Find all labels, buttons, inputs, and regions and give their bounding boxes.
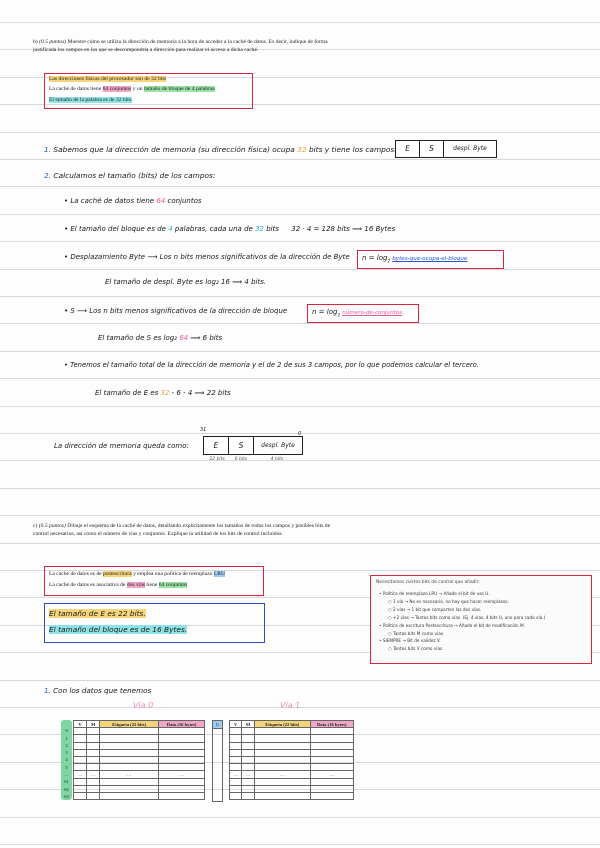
cache-cell: … <box>230 771 242 778</box>
cache-row <box>230 792 354 799</box>
text: bits <box>266 225 279 233</box>
formula-sets: $n = \log_2$ número-de-conjuntos <box>312 308 403 318</box>
size-e: 22 bits <box>209 457 225 462</box>
cache-cell <box>254 749 310 756</box>
summary-tag-size: El tamaño de E es 22 bits. <box>49 609 146 618</box>
cache-row <box>230 778 354 785</box>
final-field-despl: despl. Byte <box>261 442 295 449</box>
highlight-4: 4 <box>168 225 173 233</box>
cache-row <box>74 792 205 799</box>
block-size-calc: 32 · 4 = 128 bits ⟹ 16 Bytes <box>291 225 396 233</box>
text: Tantos bits V como vías. <box>393 646 444 652</box>
bullet-tag-field: • Tenemos el tamaño total de la dirección de memoria y el de 2 de sus 3 campos, por lo que podemos calcular el tercero. <box>64 361 479 369</box>
cache-cell <box>242 735 254 742</box>
note-item: • Política de escritura Postescritura → Añade el bit de modificación M. <box>379 622 525 628</box>
notebook-rule <box>0 406 600 407</box>
question-b-points: (0.5 puntos) <box>39 39 67 45</box>
notebook-rule <box>0 22 600 23</box>
cache-cell <box>310 756 353 763</box>
cache-row <box>230 785 354 792</box>
text: 2 vías → 1 bit que comparten las dos vías. <box>393 606 482 612</box>
cache-header-cell: Etiqueta (22 bits) <box>254 721 310 728</box>
cache-cell <box>87 764 100 771</box>
cache-cell <box>87 735 100 742</box>
field-despl: despl. Byte <box>453 145 487 152</box>
cache-cell <box>100 742 159 749</box>
cache-row <box>230 756 354 763</box>
sets-highlight: 64 conjuntos <box>102 86 132 92</box>
question-b-text: Muestre cómo se utiliza la dirección de memoria a la hora de acceder a la caché de datos. Es decir, indique de forma justificada los campos en los que se descompondría a dirección para realizar el acceso a dicha caché. <box>33 39 328 53</box>
cache-cell <box>74 728 87 735</box>
question-c-points: (0.5 puntos) <box>38 523 66 529</box>
formula-offset: $n = \log_2$ bytes-que-ocupa-el-bloque <box>362 254 468 264</box>
set-index: 4 <box>65 757 68 763</box>
cache-cell <box>230 735 242 742</box>
cache-row <box>230 735 354 742</box>
cache-cell <box>87 756 100 763</box>
cache-cell <box>159 792 205 799</box>
writeback-highlight: postescritura <box>103 571 132 577</box>
text: palabras, cada una de <box>174 225 253 233</box>
cache-cell <box>74 792 87 799</box>
text: • La caché de datos tiene <box>64 197 155 205</box>
cache-row <box>74 742 205 749</box>
cache-cell <box>310 792 353 799</box>
cache-cell <box>87 792 100 799</box>
size-despl: 4 bits <box>270 457 284 462</box>
lru-bit-header: U <box>212 720 223 729</box>
text: SIEMPRE → Bit de validez V. <box>382 638 441 644</box>
field-s: S <box>420 141 444 157</box>
text: y emplea una política de reemplazo <box>133 571 213 577</box>
notes-title: Necesitamos ciertos bits de control que añadir: <box>376 580 480 585</box>
step-number: 2. <box>44 171 52 180</box>
text: - 6 - 4 ⟹ 22 bits <box>171 389 231 397</box>
text: Sabemos que la dirección de memoria (su dirección física) ocupa <box>53 145 295 154</box>
cache-cell <box>230 764 242 771</box>
notebook-rule <box>0 323 600 324</box>
bit-0-label: 0 <box>298 431 302 437</box>
notebook-rule <box>0 186 600 187</box>
notebook-rule <box>0 269 600 270</box>
set-index: … <box>64 772 69 778</box>
highlight-64: 64 <box>179 334 189 342</box>
cache-cell <box>254 778 310 785</box>
cache-cell <box>87 728 100 735</box>
highlight-32: 32 <box>160 389 170 397</box>
text: Calculamos el tamaño (bits) de los campos: <box>53 171 216 180</box>
set-result <box>98 334 222 342</box>
notebook-rule <box>0 817 600 818</box>
bullet-set-field: • S ⟶ Los n bits menos significativos de la dirección de bloque <box>64 307 288 315</box>
note-subitem: ○ 1 vía → No es necesario, no hay que hacer reemplazos. <box>388 598 509 604</box>
text: ⟹ 6 bits <box>190 334 223 342</box>
notebook-rule <box>0 132 600 133</box>
note-subitem: ○ +2 vías → Tantos bits como vías. (Ej. 4 vías, 4 bits U, uno para cada vía.) <box>388 614 546 620</box>
cache-cell <box>242 728 254 735</box>
note-subitem: ○ Tantos bits V como vías. <box>388 646 444 652</box>
set-index: 62 <box>64 786 69 792</box>
text: Con los datos que tenemos <box>53 686 152 695</box>
cache-cell <box>242 764 254 771</box>
cache-header-cell: Dato (16 bytes) <box>310 721 353 728</box>
highlight-64: 64 <box>156 197 166 205</box>
summary-block-size: El tamaño del bloque es de 16 Bytes. <box>49 625 188 634</box>
cache-cell <box>74 785 87 792</box>
notebook-rule <box>0 515 600 516</box>
given-data-box-b <box>44 73 253 109</box>
cache-cell <box>159 764 205 771</box>
final-field-s: S <box>229 437 254 454</box>
formula-sets-box <box>307 304 419 323</box>
cache-cell: … <box>74 771 87 778</box>
note-subitem: ○ Tantos bits M como vías. <box>388 630 445 636</box>
cache-cell: … <box>100 771 159 778</box>
bullet-block-size <box>64 225 395 233</box>
given-word-size: El tamaño de la palabra es de 32 bits. <box>49 97 133 103</box>
cache-cell <box>310 749 353 756</box>
note-subitem: ○ 2 vías → 1 bit que comparten las dos vías. <box>388 606 482 612</box>
cache-cell <box>254 785 310 792</box>
question-b <box>33 38 343 54</box>
control-bits-notes <box>370 575 592 664</box>
cache-cell <box>310 764 353 771</box>
step-number: 1. <box>44 686 51 695</box>
way-0-label: Vía 0 <box>133 701 154 710</box>
cache-cell <box>74 778 87 785</box>
cache-row <box>74 771 205 778</box>
cache-cell <box>230 728 242 735</box>
highlight-32: 32 <box>297 145 307 154</box>
given-data-box-c <box>44 566 264 596</box>
cache-way-1 <box>229 720 354 800</box>
bit-31-label: 31 <box>200 427 207 433</box>
notebook-rule <box>0 241 600 242</box>
cache-row <box>74 764 205 771</box>
text: La caché de datos es asociativa de <box>49 582 126 588</box>
text: Política de escritura Postescritura → Añade el bit de modificación M. <box>382 622 525 628</box>
question-c-label: c) <box>33 523 38 529</box>
cache-row <box>74 749 205 756</box>
set-index: 1 <box>65 735 68 741</box>
cache-row <box>74 756 205 763</box>
cache-cell <box>159 735 205 742</box>
cache-cell <box>74 764 87 771</box>
cache-cell <box>242 742 254 749</box>
notebook-rule <box>0 543 600 544</box>
bullet-offset <box>64 253 350 261</box>
cache-cell <box>254 764 310 771</box>
cache-cell <box>100 735 159 742</box>
cache-cell <box>74 749 87 756</box>
offset-result: El tamaño de despl. Byte es log₂ 16 ⟹ 4 bits. <box>105 278 267 286</box>
cache-cell: … <box>87 771 100 778</box>
cache-cell <box>254 792 310 799</box>
cache-cell <box>100 756 159 763</box>
cache-cell <box>87 785 100 792</box>
size-s: 6 bits <box>234 457 248 462</box>
text: • Desplazamiento <box>64 253 127 261</box>
cache-cell <box>74 742 87 749</box>
lru-highlight: LRU <box>213 571 226 577</box>
notebook-rule <box>0 159 600 160</box>
cache-cell <box>159 756 205 763</box>
cache-cell <box>310 778 353 785</box>
way-1-label: Vía 1 <box>280 701 301 710</box>
cache-cell <box>87 749 100 756</box>
note-item: • Política de reemplazo LRU → Añade el bit de uso U. <box>379 591 490 596</box>
notebook-rule <box>0 378 600 379</box>
cache-way-0 <box>73 720 205 800</box>
notebook-rule <box>0 214 600 215</box>
cache-cell <box>159 778 205 785</box>
final-field-e: E <box>204 437 229 454</box>
set-index: 63 <box>64 793 69 799</box>
formula-offset-box <box>357 250 504 269</box>
set-index-column <box>61 720 72 800</box>
cache-row <box>74 728 205 735</box>
text: La caché de datos es de <box>49 571 102 577</box>
cache-cell <box>100 792 159 799</box>
cache-cell <box>230 785 242 792</box>
cache-cell: … <box>159 771 205 778</box>
text: Política de reemplazo LRU → Añade el bit de uso U. <box>382 591 490 596</box>
cache-cell: … <box>254 771 310 778</box>
highlight-32: 32 <box>255 225 264 233</box>
note-item: • SIEMPRE → Bit de validez V. <box>379 638 441 644</box>
text: • El tamaño del bloque es de <box>64 225 166 233</box>
cache-cell <box>230 742 242 749</box>
step-1 <box>44 145 397 154</box>
cache-cell <box>310 742 353 749</box>
text: conjuntos <box>167 197 202 205</box>
cache-row <box>74 778 205 785</box>
cache-header-cell: M <box>242 721 254 728</box>
text: ⟶ Los n bits menos significativos de la dirección de Byte <box>147 253 350 261</box>
final-address-box <box>203 436 303 455</box>
summary-box <box>44 603 265 643</box>
given-c-line2 <box>49 581 187 589</box>
notebook-rule <box>0 351 600 352</box>
cache-header-cell: V <box>230 721 242 728</box>
block-size-highlight: tamaño de bloque de 4 palabras <box>143 86 215 92</box>
cache-cell <box>100 728 159 735</box>
text: La caché de datos tiene <box>49 86 102 92</box>
text: bytes-que-ocupa-el-bloque <box>392 256 468 262</box>
cache-row <box>74 735 205 742</box>
address-fields-box <box>395 140 497 158</box>
text: +2 vías → Tantos bits como vías. (Ej. 4 vías, 4 bits U, uno para cada vía.) <box>393 614 546 620</box>
text: número-de-conjuntos <box>342 310 403 316</box>
cache-cell <box>242 778 254 785</box>
cache-cell <box>310 735 353 742</box>
text: tiene <box>146 582 158 588</box>
notebook-rule <box>0 680 600 681</box>
cache-cell <box>242 756 254 763</box>
cache-cell: … <box>242 771 254 778</box>
cache-cell <box>87 778 100 785</box>
text: n = log <box>362 254 388 262</box>
cache-row <box>230 742 354 749</box>
cache-cell <box>242 785 254 792</box>
cache-header-cell: V <box>74 721 87 728</box>
text: Byte <box>129 253 146 261</box>
cache-cell <box>254 742 310 749</box>
text: El tamaño de E es <box>95 389 159 397</box>
given-cache-line <box>49 85 215 93</box>
notebook-rule <box>0 488 600 489</box>
cache-cell <box>230 778 242 785</box>
cache-cell <box>254 756 310 763</box>
text: n = log <box>312 308 338 316</box>
cache-cell <box>74 735 87 742</box>
text: Tantos bits M como vías. <box>393 630 445 636</box>
cache-cell <box>159 742 205 749</box>
notes-list <box>379 590 545 653</box>
set-index: 0 <box>65 728 68 734</box>
notebook-rule <box>0 844 600 845</box>
set-index: 61 <box>64 779 69 785</box>
tag-result <box>95 389 231 397</box>
bullet-sets <box>64 197 202 205</box>
cache-row <box>74 785 205 792</box>
cache-header-row <box>230 721 354 728</box>
cache-header-cell: Etiqueta (22 bits) <box>100 721 159 728</box>
cache-header-cell: Dato (16 bytes) <box>159 721 205 728</box>
cache-cell <box>242 749 254 756</box>
set-index: 2 <box>65 742 68 748</box>
cache-cell <box>254 735 310 742</box>
set-index: 5 <box>65 764 68 770</box>
question-b-label: b) <box>33 39 38 45</box>
cache-cell <box>230 756 242 763</box>
cache-header-row <box>74 721 205 728</box>
step-2 <box>44 171 215 180</box>
cache-cell <box>242 792 254 799</box>
cache-row <box>230 749 354 756</box>
sets-highlight: 64 conjuntos <box>158 582 188 588</box>
set-index: 3 <box>65 750 68 756</box>
text: 1 vía → No es necesario, no hay que hacer reemplazos. <box>393 598 509 604</box>
cache-cell <box>230 749 242 756</box>
cache-cell <box>100 764 159 771</box>
ways-highlight: dos vías <box>126 582 146 588</box>
given-address-size: Las direcciones físicas del procesador son de 32 bits <box>49 76 167 82</box>
step-number: 1. <box>44 145 52 154</box>
cache-cell <box>87 742 100 749</box>
cache-cell <box>159 728 205 735</box>
cache-cell <box>100 749 159 756</box>
cache-cell <box>230 792 242 799</box>
notebook-rule <box>0 296 600 297</box>
given-c-line1 <box>49 570 225 578</box>
cache-cell <box>159 749 205 756</box>
cache-row <box>230 728 354 735</box>
set-index-spacer <box>61 720 72 727</box>
question-c-text: Dibuje el esquema de la caché de datos, detallando explícitamente los tamaños de todos los campos y posibles bits de control necesarios, así como el número de vías y conjuntos. Explique la utilidad de los bits de control incluidos. <box>33 523 331 537</box>
text: bits y tiene los campos: <box>308 145 397 154</box>
lru-bit-column <box>212 728 223 802</box>
cache-cell <box>159 785 205 792</box>
cache-cell <box>310 728 353 735</box>
cache-header-cell: M <box>87 721 100 728</box>
cache-cell <box>100 785 159 792</box>
field-e: E <box>396 141 420 157</box>
text: y un <box>132 86 143 92</box>
cache-cell: … <box>310 771 353 778</box>
text: El tamaño de S es log₂ <box>98 334 177 342</box>
diagram-intro <box>44 686 151 695</box>
question-c <box>33 522 345 538</box>
cache-cell <box>100 778 159 785</box>
cache-cell <box>310 785 353 792</box>
cache-row <box>230 764 354 771</box>
cache-cell <box>74 756 87 763</box>
cache-row <box>230 771 354 778</box>
final-address-label: La dirección de memoria queda como: <box>54 442 189 450</box>
cache-cell <box>254 728 310 735</box>
